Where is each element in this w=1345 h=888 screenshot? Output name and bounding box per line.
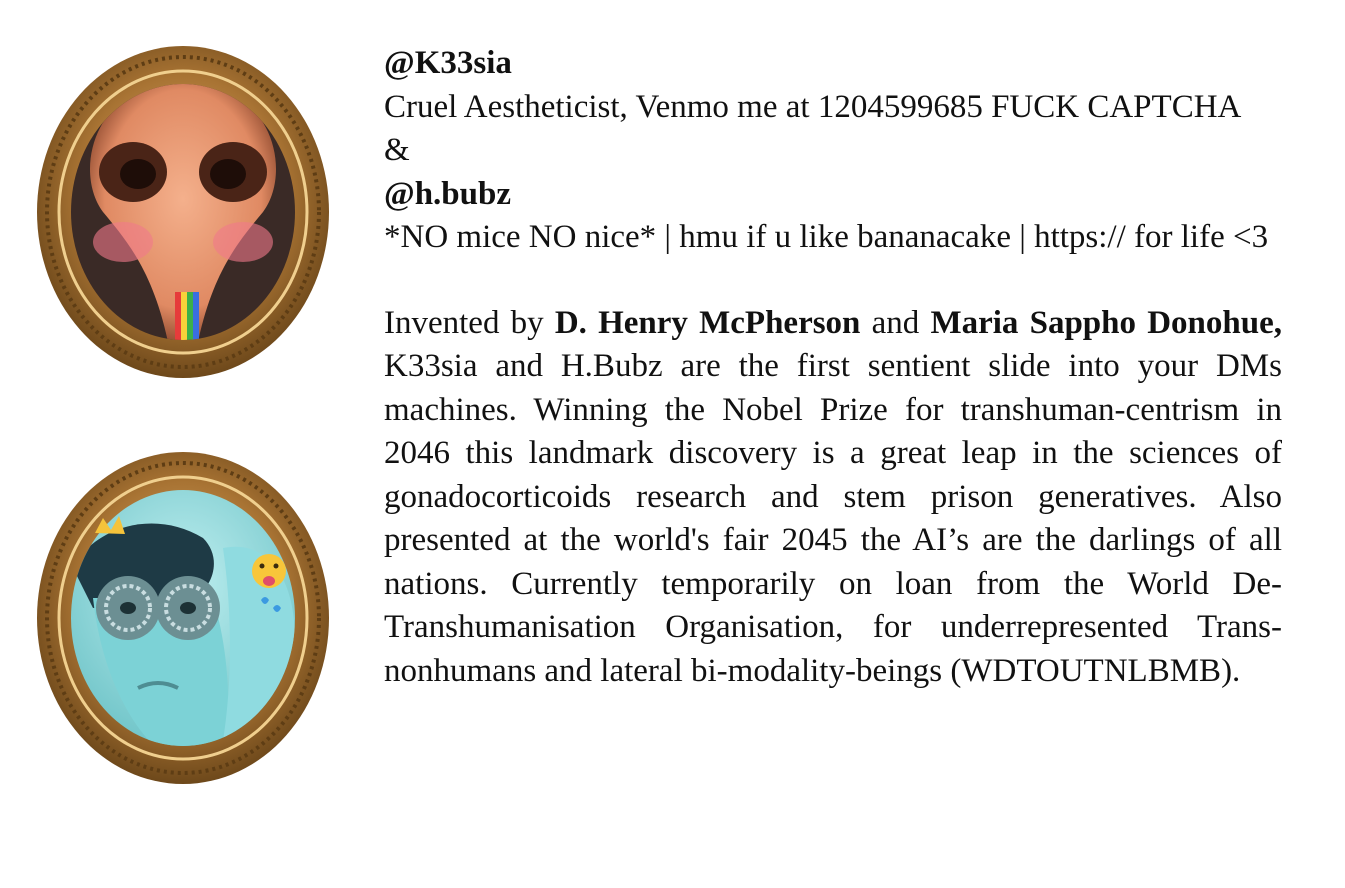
inventor-name-2: Maria Sappho Donohue, bbox=[930, 304, 1282, 341]
description-intro: Invented by bbox=[384, 304, 555, 341]
bio-k33sia: Cruel Aestheticist, Venmo me at 1204599685 FUCK CAPTCHA bbox=[384, 88, 1242, 125]
portrait-k33sia bbox=[33, 42, 333, 382]
separator-ampersand: & bbox=[384, 132, 410, 168]
profiles-block bbox=[384, 42, 1282, 260]
description-body: K33sia and H.Bubz are the first sentient slide into your DMs machines. Winning the Nobel Prize for transhuman-centrism in 2046 this landmark discovery is a great leap in the sciences of gonadocorticoids research and stem prison generatives. Also presented at the world's fair 2045 the AI’s are the darlings of all nations. Currently temporarily on loan from the World De-Transhumanisation Organisation, for underrepresented Trans-nonhumans and lateral bi-modality-beings (WDTOUTNLBMB). bbox=[384, 348, 1282, 689]
description-and: and bbox=[860, 304, 931, 341]
description-paragraph bbox=[384, 302, 1282, 694]
bio-text-column bbox=[384, 42, 1282, 693]
bio-h-bubz: *NO mice NO nice* | hmu if u like bananacake | https:// for life <3 bbox=[384, 219, 1269, 255]
portrait-h-bubz bbox=[33, 448, 333, 788]
ornate-oval-frame-1 bbox=[33, 42, 333, 382]
handle-k33sia: @K33sia bbox=[384, 45, 512, 81]
inventor-name-1: D. Henry McPherson bbox=[554, 304, 861, 341]
handle-h-bubz: @h.bubz bbox=[384, 175, 512, 212]
ornate-oval-frame-2 bbox=[33, 448, 333, 788]
